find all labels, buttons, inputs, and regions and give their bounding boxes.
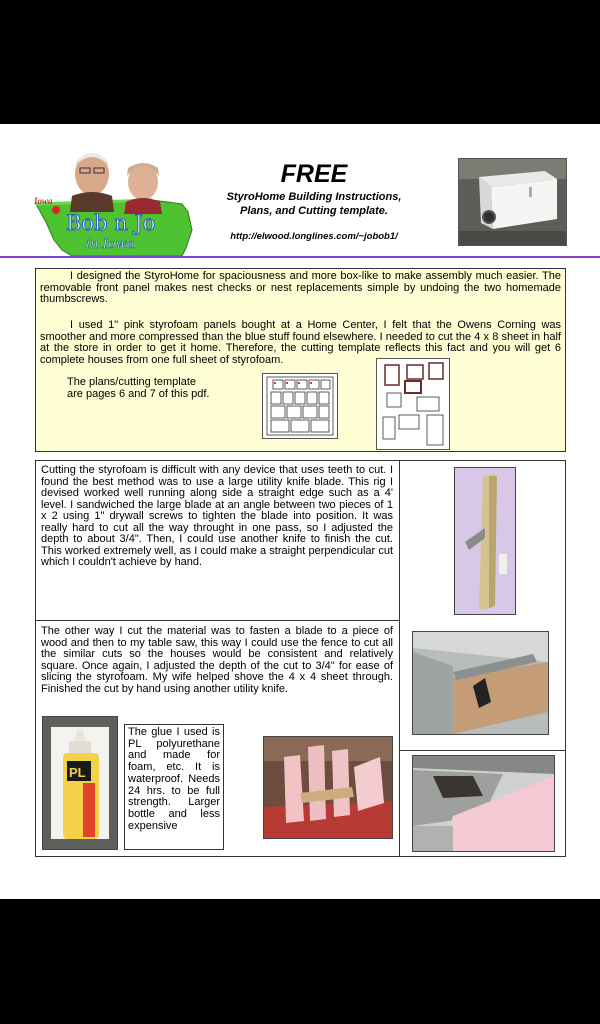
plans-thumbnail bbox=[376, 358, 450, 450]
glue-brand-label: PL bbox=[69, 765, 86, 780]
subtitle-line-1: StyroHome Building Instructions, bbox=[226, 191, 402, 203]
table-saw-photo-1 bbox=[412, 631, 549, 735]
glue-bottle-photo bbox=[42, 716, 118, 850]
subtitle-line-2: Plans, and Cutting template. bbox=[240, 205, 388, 217]
plans-note bbox=[67, 376, 217, 400]
photo-divider bbox=[399, 750, 566, 751]
cutting-paragraph: Cutting the styrofoam is difficult with any device that uses teeth to cut. I found the best method was to use a large utility knife blade. This rig I devised worked well running along side a straight edge such as a 4' level. I sandwiched the large blade at an angle between two pieces of 1 x 2 using 1" drywall screws to tighten the blade into position. It was really hard to cut all the way throught in one pass, so I adjusted the depth to about 3/4". Then, I could use another knife to finish the cut. This worked extremely well, as I could make a straight perpendicular cut which I couldn't achieve by hand. bbox=[41, 464, 393, 568]
table-saw-paragraph: The other way I cut the material was to fasten a blade to a piece of wood and then to my table saw, this way I could use the fence to cut all the similar cuts so the houses would be consistent and relatively square. Once again, I adjusted the depth of the cut to 3/4" for ease of slicing the styrofoam. My wife helped shove the 4 x 4 sheet through. Finished the cut by hand using another utility knife. bbox=[41, 625, 393, 695]
logo-sub: in Iowa bbox=[86, 237, 135, 252]
plans-note-line-2: are pages 6 and 7 of this pdf. bbox=[67, 388, 210, 400]
website-url[interactable]: http://elwood.longlines.com/~jobob1/ bbox=[230, 231, 398, 242]
styrohome-photo bbox=[458, 158, 567, 246]
page-subtitle bbox=[205, 190, 423, 218]
bob-n-jo-logo bbox=[32, 152, 204, 258]
intro-paragraph-1: I designed the StyroHome for spaciousness and more box-like to make assembly much easier. The removable front panel makes nest checks or nest replacements simple by undoing the two homemade thumbscrews. bbox=[40, 270, 561, 305]
document-page bbox=[0, 124, 600, 899]
glue-caption: The glue I used is PL polyurethane and made for foam, etc. It is waterproof. Needs 24 hrs. to be full strength. Larger bottle and less expensive bbox=[124, 724, 224, 850]
page-title: FREE bbox=[280, 160, 348, 188]
intro-box bbox=[35, 268, 566, 452]
row-divider bbox=[36, 620, 399, 621]
logo-state-label: Iowa bbox=[34, 196, 53, 206]
cutting-section bbox=[35, 460, 566, 857]
knife-rig-photo bbox=[454, 467, 516, 615]
header-divider bbox=[0, 256, 600, 258]
logo-name: Bob n Jo bbox=[66, 211, 156, 235]
intro-paragraph-2: I used 1" pink styrofoam panels bought at a Home Center, I felt that the Owens Corning was smoother and more compressed than the blue stuff found elsewhere. I needed to cut the 4 x 8 sheet in half at the store in order to get it home. Therefore, the cutting template reflects this fact and you will get 6 complete houses from one full sheet of styrofoam. bbox=[40, 319, 561, 366]
panel-assembly-photo bbox=[263, 736, 393, 839]
plans-note-line-1: The plans/cutting template bbox=[67, 376, 197, 388]
cutting-template-thumbnail bbox=[262, 373, 338, 439]
column-divider bbox=[399, 461, 400, 856]
table-saw-photo-2 bbox=[412, 755, 555, 852]
